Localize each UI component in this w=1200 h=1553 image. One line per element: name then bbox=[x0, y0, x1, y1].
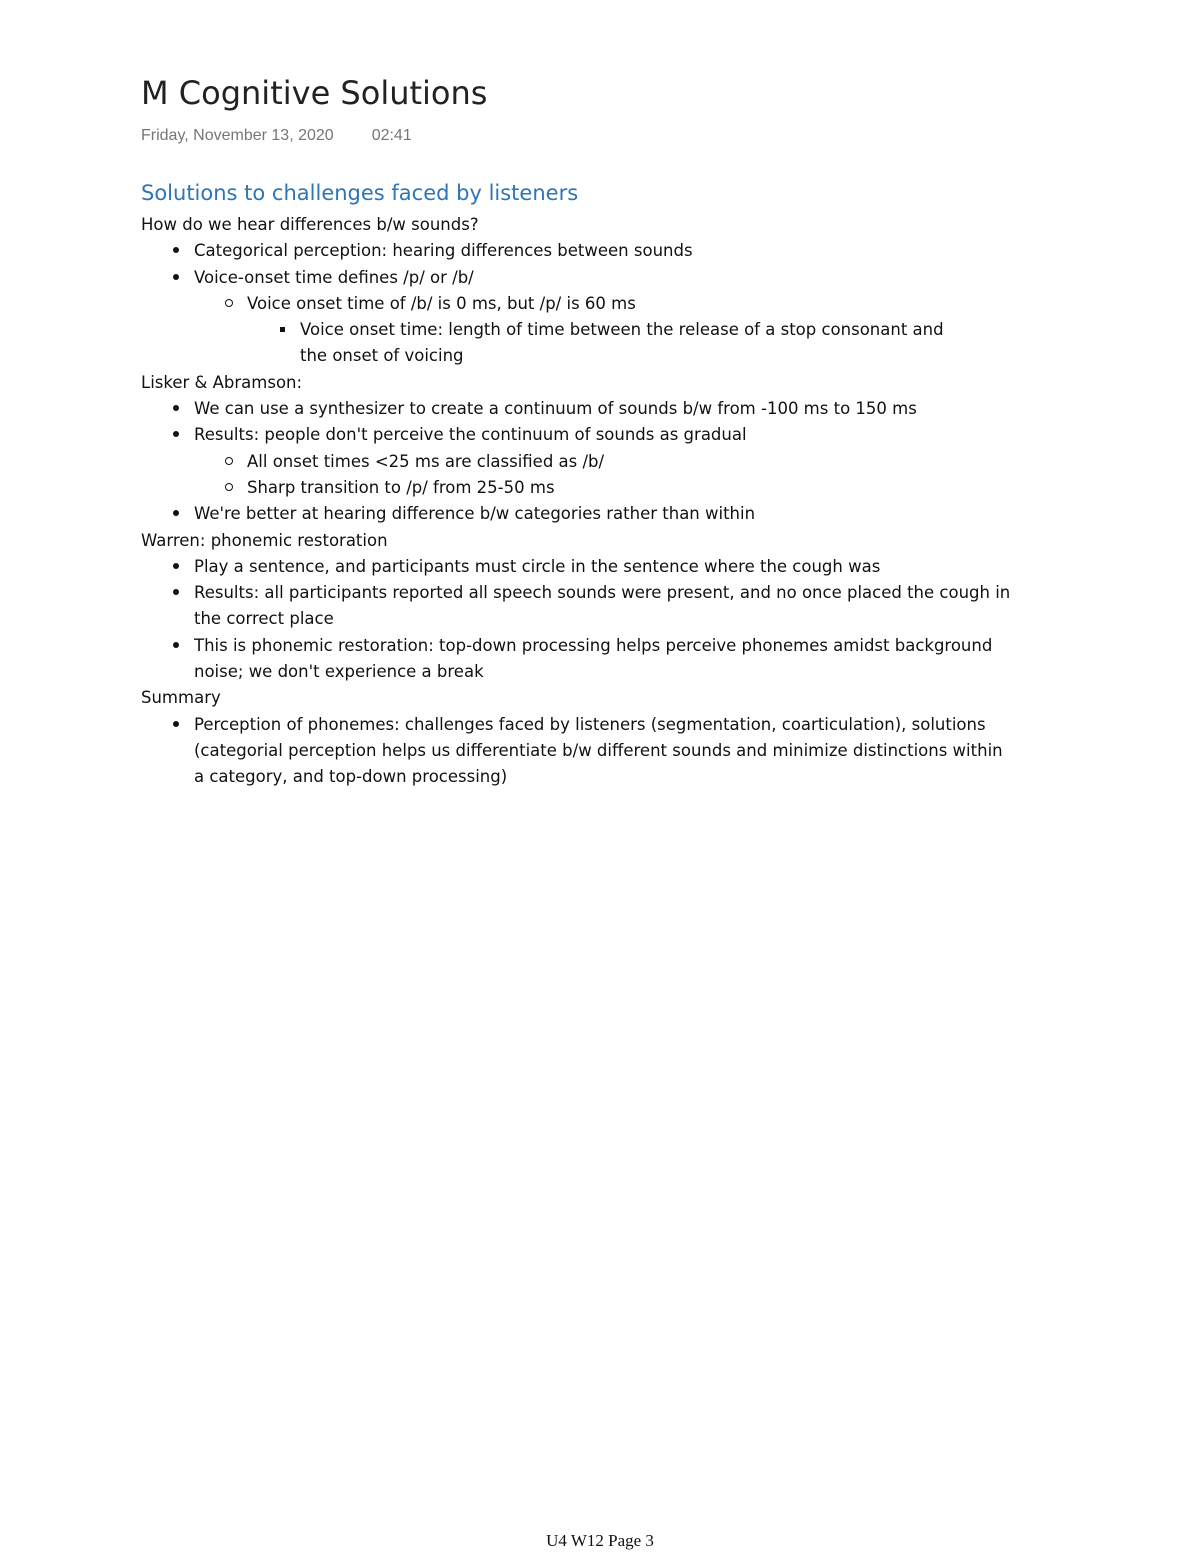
bullet-circle-icon bbox=[219, 291, 239, 317]
bullet-disc-icon bbox=[166, 712, 186, 738]
list-item-text: We can use a synthesizer to create a continuum of sounds b/w from -100 ms to 150 ms bbox=[194, 399, 917, 419]
list-item bbox=[141, 580, 1071, 633]
note-body bbox=[141, 178, 1071, 791]
section-intro-lisker-abramson: Lisker & Abramson: bbox=[141, 372, 303, 392]
section-heading: Solutions to challenges faced by listeners bbox=[141, 181, 579, 205]
list-item-text: Voice-onset time defines /p/ or /b/ bbox=[194, 267, 474, 287]
bullet-disc-icon bbox=[166, 633, 186, 659]
list-item bbox=[141, 265, 1071, 291]
list-item bbox=[141, 317, 1071, 370]
page-timestamp bbox=[141, 127, 412, 145]
section-intro-summary: Summary bbox=[141, 688, 221, 708]
list-item-text: Voice onset time: length of time between the release of a stop consonant and bbox=[300, 320, 944, 340]
list-item-text-continued: a category, and top-down processing) bbox=[194, 767, 508, 787]
list-item bbox=[141, 554, 1071, 580]
list-item-text: Play a sentence, and participants must circle in the sentence where the cough was bbox=[194, 556, 881, 576]
list-item bbox=[141, 396, 1071, 422]
list-item-text: Voice onset time of /b/ is 0 ms, but /p/ is 60 ms bbox=[247, 293, 636, 313]
bullet-disc-icon bbox=[166, 580, 186, 606]
section-intro-hear-differences: How do we hear differences b/w sounds? bbox=[141, 215, 479, 234]
list-item bbox=[141, 633, 1071, 686]
bullet-list-lisker bbox=[141, 396, 1071, 527]
page-time: 02:41 bbox=[371, 127, 412, 144]
bullet-circle-icon bbox=[219, 475, 239, 501]
list-item-text-continued: (categorial perception helps us differentiate b/w different sounds and minimize distinctions within bbox=[194, 740, 1003, 760]
page-footer: U4 W12 Page 3 bbox=[546, 1531, 654, 1550]
list-item bbox=[141, 475, 1071, 501]
list-item bbox=[141, 238, 1071, 264]
page-date: Friday, November 13, 2020 bbox=[141, 127, 334, 144]
list-item-text: Results: all participants reported all speech sounds were present, and no once placed the cough in bbox=[194, 583, 1011, 603]
bullet-list-categorical bbox=[141, 238, 1071, 369]
bullet-circle-icon bbox=[219, 449, 239, 475]
list-item bbox=[141, 422, 1071, 448]
list-item-text: Sharp transition to /p/ from 25-50 ms bbox=[247, 477, 555, 497]
bullet-disc-icon bbox=[166, 554, 186, 580]
list-item-text: We're better at hearing difference b/w categories rather than within bbox=[194, 504, 756, 524]
bullet-disc-icon bbox=[166, 501, 186, 527]
list-item-text: Categorical perception: hearing differences between sounds bbox=[194, 241, 693, 261]
bullet-disc-icon bbox=[166, 422, 186, 448]
bullet-disc-icon bbox=[166, 265, 186, 291]
list-item bbox=[141, 449, 1071, 475]
section-intro-warren: Warren: phonemic restoration bbox=[141, 530, 388, 550]
bullet-disc-icon bbox=[166, 396, 186, 422]
list-item-text-continued: noise; we don't experience a break bbox=[194, 662, 484, 682]
bullet-disc-icon bbox=[166, 238, 186, 264]
list-item-text: This is phonemic restoration: top-down processing helps perceive phonemes amidst background bbox=[194, 635, 993, 655]
list-item-text-continued: the onset of voicing bbox=[300, 346, 464, 366]
list-item-text: Results: people don't perceive the continuum of sounds as gradual bbox=[194, 425, 747, 445]
page-title: M Cognitive Solutions bbox=[141, 74, 488, 112]
list-item-text: Perception of phonemes: challenges faced by listeners (segmentation, coarticulation), solutions bbox=[194, 714, 986, 734]
bullet-square-icon bbox=[272, 317, 292, 343]
list-item bbox=[141, 712, 1071, 791]
bullet-list-warren bbox=[141, 554, 1071, 685]
list-item bbox=[141, 501, 1071, 527]
list-item-text-continued: the correct place bbox=[194, 609, 334, 629]
list-item bbox=[141, 291, 1071, 317]
bullet-list-summary bbox=[141, 712, 1071, 791]
list-item-text: All onset times <25 ms are classified as /b/ bbox=[247, 451, 605, 471]
